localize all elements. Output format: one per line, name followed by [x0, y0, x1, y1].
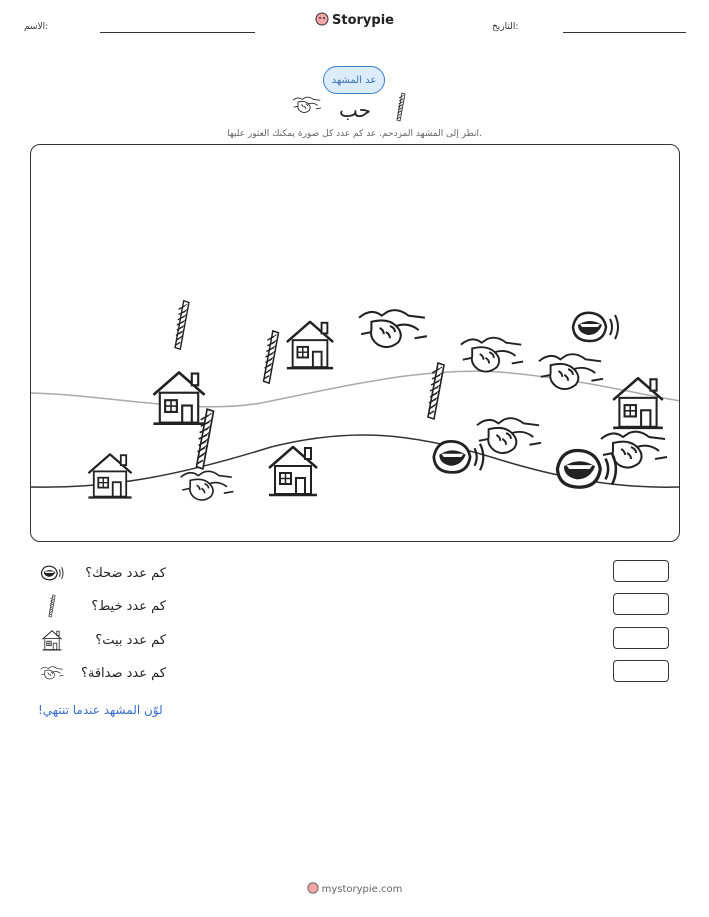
brand-logo — [0, 12, 709, 28]
rope-icon — [175, 301, 189, 350]
storypie-mascot-icon — [307, 882, 319, 894]
name-field[interactable] — [100, 32, 255, 33]
question-laugh: كم عدد ضحك؟ — [85, 566, 166, 581]
rope-icon — [428, 363, 444, 419]
rope-icon — [392, 92, 410, 122]
question-house: كم عدد بيت؟ — [95, 633, 166, 648]
name-label: الاسم: — [24, 22, 49, 32]
laugh-icon — [557, 451, 616, 488]
handshake-icon — [601, 432, 667, 468]
rope-icon — [264, 331, 279, 383]
scene-canvas — [31, 145, 680, 542]
house-icon — [287, 322, 333, 368]
handshake-icon — [359, 310, 427, 347]
storypie-mascot-icon — [315, 12, 329, 26]
brand-name: Storypie — [332, 13, 394, 28]
handshake-icon — [539, 354, 603, 389]
handshake-icon — [477, 418, 541, 453]
answer-box-friendship[interactable] — [613, 660, 669, 682]
date-label: التاريخ: — [492, 22, 519, 32]
counting-scene[interactable] — [30, 144, 680, 542]
handshake-icon — [461, 338, 523, 372]
house-icon — [269, 447, 317, 495]
laugh-icon — [573, 313, 618, 341]
question-rope: كم عدد خيط؟ — [91, 599, 166, 614]
instructions: انظر إلى المشهد المزدحم. عد كم عدد كل صورة يمكنك العثور عليها. — [227, 129, 482, 139]
date-field[interactable] — [563, 32, 686, 33]
coloring-instruction: لوّن المشهد عندما تنتهي! — [38, 703, 163, 717]
house-icon — [613, 378, 663, 428]
footer — [0, 882, 709, 895]
footer-site[interactable]: mystorypie.com — [321, 884, 403, 895]
house-icon — [88, 454, 131, 497]
activity-word: حب — [338, 98, 371, 122]
question-friendship: كم عدد صداقة؟ — [80, 666, 166, 681]
answer-box-house[interactable] — [613, 627, 669, 649]
laugh-icon — [434, 441, 484, 472]
house-icon — [153, 372, 204, 423]
handshake-icon — [292, 94, 322, 116]
activity-badge: عد المشهد — [323, 66, 385, 94]
answer-box-rope[interactable] — [613, 593, 669, 615]
handshake-icon — [181, 471, 234, 500]
hill-line-back — [31, 371, 680, 407]
answer-box-laugh[interactable] — [613, 560, 669, 582]
